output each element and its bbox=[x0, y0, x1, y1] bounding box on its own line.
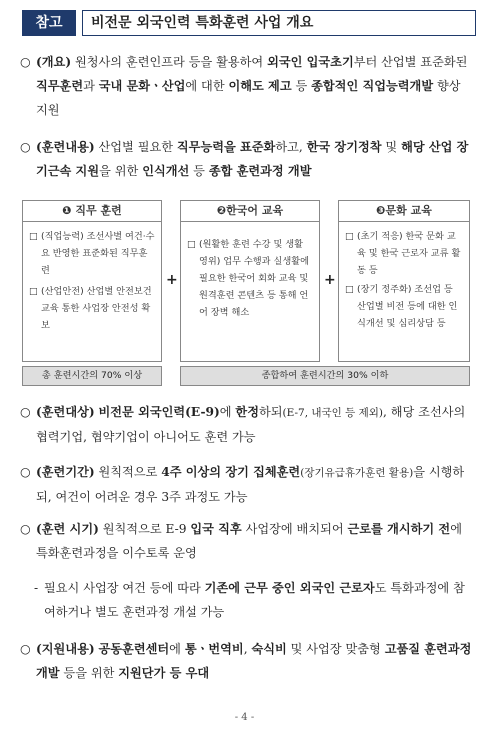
box-item: □ (원활한 훈련 수강 및 생활 영위) 업무 수행과 실생활에 필요한 한국어 회화 교육 및 원격훈련 콘텐츠 등 통해 언어 장벽 해소 bbox=[187, 236, 313, 321]
square-bullet-icon: □ bbox=[29, 231, 38, 242]
bullet-circle: ○ bbox=[20, 140, 31, 154]
culture-education-title: ❸문화 교육 bbox=[339, 201, 469, 222]
section-header bbox=[22, 10, 476, 36]
footer-bar-left: 총 훈련시간의 70% 이상 bbox=[22, 366, 162, 386]
bullet-dash: - bbox=[34, 581, 39, 595]
bullet-circle: ○ bbox=[20, 642, 31, 656]
square-bullet-icon: □ bbox=[345, 284, 354, 295]
box-item: □ (초기 적응) 한국 문화 교육 및 한국 근로자 교류 활동 등 bbox=[345, 228, 463, 279]
korean-education-box bbox=[180, 200, 320, 362]
overview-paragraph: ○ (개요) 원청사의 훈련인프라 등을 활용하여 외국인 입국초기부터 산업별 표준화된 직무훈련과 국내 문화ㆍ산업에 대한 이해도 제고 등 종합적인 직업능력개발 향상 지원 bbox=[20, 50, 475, 122]
bullet-circle: ○ bbox=[20, 522, 31, 536]
plus-sign: + bbox=[166, 272, 178, 288]
square-bullet-icon: □ bbox=[187, 239, 196, 250]
content-paragraph: ○ (훈련내용) 산업별 필요한 직무능력을 표준화하고, 한국 장기정착 및 해당 산업 장기근속 지원을 위한 인식개선 등 종합 훈련과정 개발 bbox=[20, 135, 475, 183]
bullet-circle: ○ bbox=[20, 405, 31, 419]
page-number: - 4 - bbox=[234, 712, 255, 723]
target-paragraph: ○ (훈련대상) 비전문 외국인력(E-9)에 한정하되(E-7, 내국인 등 제외), 해당 조선사의 협력기업, 협약기업이 아니어도 훈련 가능 bbox=[20, 400, 475, 449]
korean-education-title: ❷한국어 교육 bbox=[181, 201, 319, 222]
box-item: □ (산업안전) 산업별 안전보건교육 통한 사업장 안전성 확보 bbox=[29, 283, 155, 334]
job-training-title: ❶ 직무 훈련 bbox=[23, 201, 161, 222]
box-item: □ (장기 정주화) 조선업 등 산업별 비전 등에 대한 인식개선 및 심리상담 등 bbox=[345, 281, 463, 332]
section-title: 비전문 외국인력 특화훈련 사업 개요 bbox=[82, 10, 476, 36]
bullet-circle: ○ bbox=[20, 55, 31, 69]
support-paragraph: ○ (지원내용) 공동훈련센터에 통ㆍ번역비, 숙식비 및 사업장 맞춤형 고품질 훈련과정 개발 등을 위한 지원단가 등 우대 bbox=[20, 637, 475, 685]
reference-tag: 참고 bbox=[22, 10, 76, 36]
timing-paragraph: ○ (훈련 시기) 원칙적으로 E-9 입국 직후 사업장에 배치되어 근로를 개시하기 전에 특화훈련과정을 이수토록 운영 bbox=[20, 517, 475, 565]
culture-education-box bbox=[338, 200, 470, 362]
square-bullet-icon: □ bbox=[345, 231, 354, 242]
job-training-box bbox=[22, 200, 162, 362]
plus-sign: + bbox=[324, 272, 336, 288]
square-bullet-icon: □ bbox=[29, 286, 38, 297]
box-item: □ (직업능력) 조선사별 여건·수요 반영한 표준화된 직무훈련 bbox=[29, 228, 155, 279]
period-paragraph: ○ (훈련기간) 원칙적으로 4주 이상의 장기 집체훈련(장기유급휴가훈련 활용)을 시행하되, 여건이 어려운 경우 3주 과정도 가능 bbox=[20, 460, 475, 509]
footer-bar-right: 종합하여 훈련시간의 30% 이하 bbox=[180, 366, 470, 386]
bullet-circle: ○ bbox=[20, 465, 31, 479]
sub-paragraph: - 필요시 사업장 여건 등에 따라 기존에 근무 중인 외국인 근로자도 특화과정에 참여하거나 별도 훈련과정 개설 가능 bbox=[34, 576, 475, 624]
